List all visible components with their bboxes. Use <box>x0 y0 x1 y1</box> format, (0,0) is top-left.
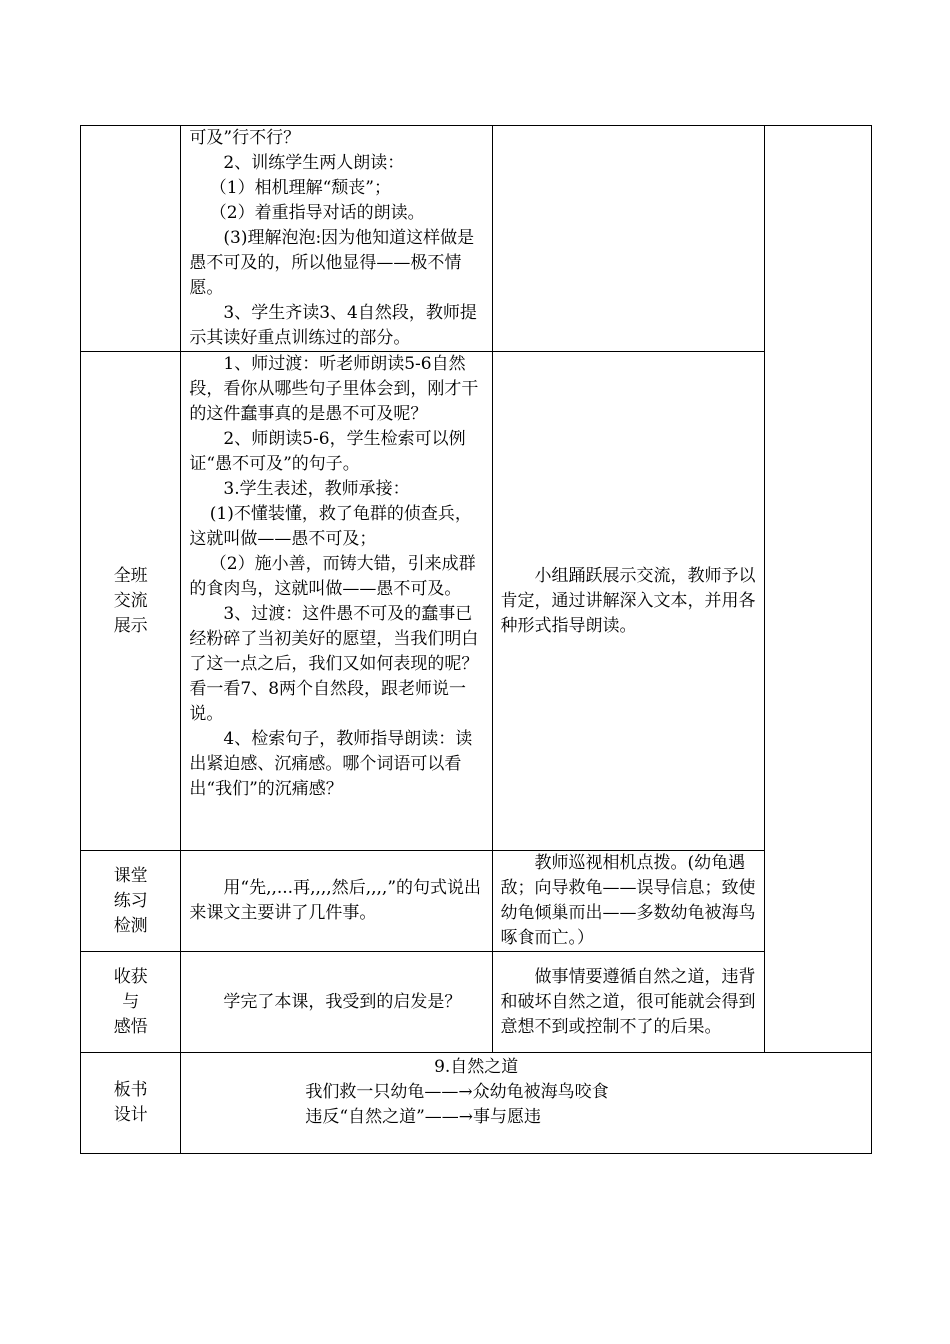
content-paragraph: 用“先,,...再,,,,然后,,,,”的句式说出来课文主要讲了几件事。 <box>189 878 482 923</box>
table-row <box>81 126 872 352</box>
row-label-empty <box>81 126 181 352</box>
student-activity-cell <box>492 126 764 352</box>
content-paragraph: （1）相机理解“颓丧”； <box>209 178 391 198</box>
teacher-content-cell <box>181 352 492 851</box>
content-paragraph: 3、过渡：这件愚不可及的蠢事已经粉碎了当初美好的愿望，当我们明白了这一点之后，我们又如何表现的呢？看一看7、8两个自然段，跟老师说一说。 <box>189 604 479 724</box>
board-line: 我们救一只幼龟——→众幼龟被海鸟咬食 <box>305 1082 609 1102</box>
lesson-plan-table <box>80 125 872 1154</box>
content-paragraph: (1)不懂装懂，救了龟群的侦查兵，这就叫做——愚不可及； <box>189 504 472 549</box>
table-row <box>81 1053 872 1154</box>
content-paragraph: （2）着重指导对话的朗读。 <box>209 203 425 223</box>
content-paragraph: 2、训练学生两人朗读： <box>223 153 405 173</box>
content-paragraph: (3)理解泡泡:因为他知道这样做是愚不可及的，所以他显得——极不情愿。 <box>189 228 475 298</box>
content-paragraph: 3、学生齐读3、4自然段，教师提示其读好重点训练过的部分。 <box>189 303 477 348</box>
teacher-content-cell <box>181 851 492 952</box>
content-paragraph: 学完了本课，我受到的启发是？ <box>223 991 462 1012</box>
board-line: 违反“自然之道”——→事与愿违 <box>305 1107 542 1127</box>
board-design-cell <box>181 1053 872 1154</box>
table-row <box>81 952 872 1053</box>
activity-paragraph: 小组踊跃展示交流，教师予以肯定，通过讲解深入文本，并用各种形式指导朗读。 <box>500 565 756 636</box>
content-paragraph: 2、师朗读5-6，学生检索可以例证“愚不可及”的句子。 <box>189 429 466 474</box>
content-paragraph: 可及”行不行？ <box>189 128 301 148</box>
row-label-board-design: 板书 设计 <box>81 1053 181 1154</box>
row-label-class-exchange: 全班 交流 展示 <box>81 352 181 851</box>
content-paragraph: （2）施小善，而铸大错，引来成群的食肉鸟，这就叫做——愚不可及。 <box>189 554 476 599</box>
student-activity-cell <box>492 851 764 952</box>
table-row <box>81 352 872 851</box>
row-label-reflection: 收获 与 感悟 <box>81 952 181 1053</box>
activity-paragraph: 做事情要遵循自然之道，违背和破坏自然之道，很可能就会得到意想不到或控制不了的后果。 <box>500 966 756 1037</box>
activity-paragraph: 教师巡视相机点拨。(幼龟遇敌；向导救龟——误导信息；致使幼龟倾巢而出——多数幼龟被海鸟啄食而亡。） <box>500 853 756 948</box>
row-label-practice: 课堂 练习 检测 <box>81 851 181 952</box>
board-title: 9.自然之道 <box>434 1057 519 1077</box>
content-paragraph: 4、检索句子，教师指导朗读：读出紧迫感、沉痛感。哪个词语可以看出“我们”的沉痛感？ <box>189 729 473 799</box>
content-paragraph: 3.学生表述，教师承接： <box>223 479 410 499</box>
content-paragraph: 1、师过渡：听老师朗读5-6自然段，看你从哪些句子里体会到，刚才干的这件蠢事真的是愚不可及呢？ <box>189 354 479 424</box>
notes-cell <box>764 126 871 1053</box>
table-row <box>81 851 872 952</box>
teacher-content-cell <box>181 126 492 352</box>
teacher-content-cell <box>181 952 492 1053</box>
student-activity-cell <box>492 952 764 1053</box>
student-activity-cell <box>492 352 764 851</box>
